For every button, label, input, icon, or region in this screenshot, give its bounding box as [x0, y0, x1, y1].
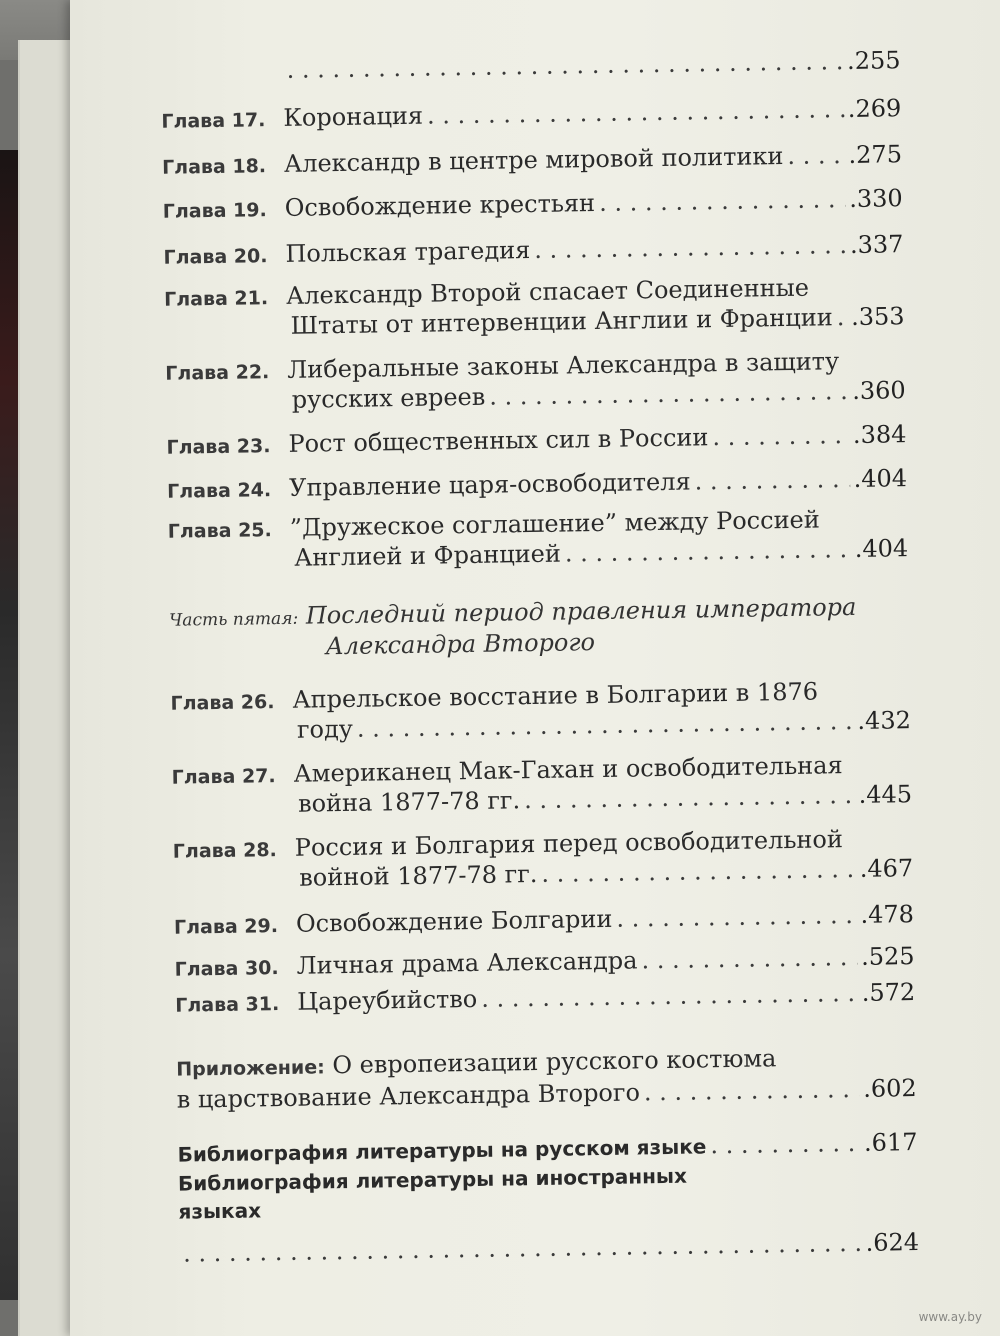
leader-dots	[541, 855, 856, 888]
page-number: . 602	[863, 1074, 917, 1103]
page-number: . 275	[848, 140, 902, 169]
chapter-label: Глава 24.	[167, 479, 272, 503]
chapter-title: Личная драма Александра	[296, 946, 638, 980]
chapter-label: Глава 29.	[173, 915, 279, 939]
chapter-label: Глава 31.	[175, 993, 280, 1017]
chapter-label: Глава 20.	[163, 245, 268, 269]
part-label: Часть пятая:	[169, 608, 299, 631]
page-number: . 384	[853, 420, 907, 449]
leader-dots	[183, 1229, 862, 1268]
page-number: . 255	[847, 46, 901, 75]
bibliography-title-cont: языках	[178, 1198, 262, 1224]
chapter-title-cont: Англией и Францией	[294, 539, 562, 572]
leader-dots	[286, 47, 843, 84]
page-number: . 478	[860, 900, 914, 929]
toc-entry-top	[160, 46, 900, 86]
appendix-label: Приложение:	[176, 1056, 325, 1081]
leader-dots	[481, 979, 858, 1013]
chapter-title: Управление царя-освободителя	[288, 467, 691, 502]
toc-entry-chapter-24	[167, 464, 907, 506]
bibliography-title: Библиография литературы на русском языке	[177, 1134, 707, 1167]
chapter-label: Глава 26.	[170, 691, 275, 715]
toc-entry-bibliography-foreign-cont	[179, 1228, 919, 1268]
chapter-title: Александр в центре мировой политики	[283, 142, 784, 178]
chapter-title: Либеральные законы Александра в защиту	[287, 347, 840, 384]
toc-entry-chapter-20	[163, 230, 903, 272]
chapter-label: Глава 19.	[162, 199, 267, 223]
page-number: . 404	[853, 464, 907, 493]
leader-dots	[524, 781, 855, 814]
appendix-title-cont: в царствование Александра Второго	[176, 1078, 641, 1114]
leader-dots	[616, 901, 857, 933]
leader-dots	[837, 303, 848, 331]
chapter-title-cont: войной 1877-78 гг.	[299, 859, 538, 892]
chapter-label: Глава 23.	[166, 435, 271, 459]
chapter-label: Глава 28.	[172, 839, 277, 863]
page-number: . 525	[861, 942, 915, 971]
chapter-title-cont: русских евреев	[291, 382, 486, 414]
chapter-title: Освобождение крестьян	[284, 189, 596, 222]
chapter-label: Глава 22.	[165, 361, 270, 385]
table-of-contents	[60, 0, 1000, 1336]
toc-entry-chapter-17	[161, 94, 901, 136]
page-number: . 353	[851, 302, 905, 331]
part-five-heading	[169, 592, 910, 663]
chapter-title: Цареубийство	[296, 984, 478, 1016]
page-number: . 337	[850, 230, 904, 259]
leader-dots	[712, 421, 849, 451]
chapter-label: Глава 18.	[161, 155, 267, 179]
chapter-title-cont: Штаты от интервенции Англии и Франции	[290, 303, 833, 340]
chapter-label: Глава 27.	[171, 765, 276, 789]
bibliography-title: Библиография литературы на иностранных	[177, 1163, 688, 1196]
leader-dots	[599, 185, 846, 217]
leader-dots	[565, 535, 851, 567]
page-number: . 269	[848, 94, 902, 123]
chapter-label: Глава 17.	[161, 109, 266, 133]
toc-entry-chapter-19	[163, 184, 903, 226]
chapter-title: Александр Второй спасает Соединенные	[285, 273, 810, 310]
leader-dots	[644, 1075, 860, 1106]
page-number: . 467	[860, 854, 914, 883]
appendix-title: О европеизации русского костюма	[332, 1044, 777, 1080]
part-title-cont: Александра Второго	[325, 628, 596, 661]
chapter-title: Коронация	[283, 101, 424, 132]
chapter-label: Глава 30.	[174, 957, 279, 981]
leader-dots	[641, 943, 857, 974]
page-number: . 432	[857, 706, 911, 735]
page-number: . 624	[865, 1228, 919, 1257]
chapter-title: Американец Мак-Гахан и освободительная	[293, 751, 843, 788]
page-number: . 330	[849, 184, 903, 213]
chapter-title: ”Дружеское соглашение” между Россией	[289, 505, 820, 542]
leader-dots	[694, 465, 849, 495]
chapter-title: Освобождение Болгарии	[295, 904, 613, 938]
chapter-title-cont: война 1877-78 гг.	[297, 786, 521, 818]
chapter-label: Глава 21.	[163, 287, 269, 311]
chapter-title: Апрельское восстание в Болгарии в 1876	[292, 677, 819, 714]
page-number: . 572	[861, 978, 915, 1007]
toc-entry-chapter-29	[174, 900, 914, 942]
leader-dots	[489, 377, 848, 411]
toc-entry-chapter-30	[174, 942, 914, 984]
chapter-label: Глава 25.	[167, 519, 272, 543]
toc-entry-chapter-23	[166, 420, 906, 462]
toc-entry-chapter-18	[162, 140, 902, 182]
leader-dots	[534, 231, 846, 264]
page-number: . 617	[864, 1128, 918, 1157]
toc-entry-chapter-31	[175, 978, 915, 1020]
leader-dots	[787, 141, 845, 170]
watermark: www.ay.by	[918, 1310, 982, 1324]
page-number: . 445	[858, 780, 912, 809]
toc-entry-bibliography-foreign	[178, 1162, 688, 1226]
chapter-title: Рост общественных сил в России	[288, 423, 709, 458]
leader-dots	[427, 95, 844, 130]
page-number: . 360	[852, 376, 906, 405]
chapter-title: Польская трагедия	[285, 236, 531, 268]
chapter-title: Россия и Болгария перед освободительной	[294, 825, 844, 862]
leader-dots	[710, 1129, 860, 1159]
part-title: Последний период правления императора	[305, 592, 857, 630]
page-number: . 404	[854, 534, 908, 563]
toc-entry-bibliography-russian	[177, 1128, 917, 1169]
chapter-title-cont: году	[296, 714, 354, 744]
